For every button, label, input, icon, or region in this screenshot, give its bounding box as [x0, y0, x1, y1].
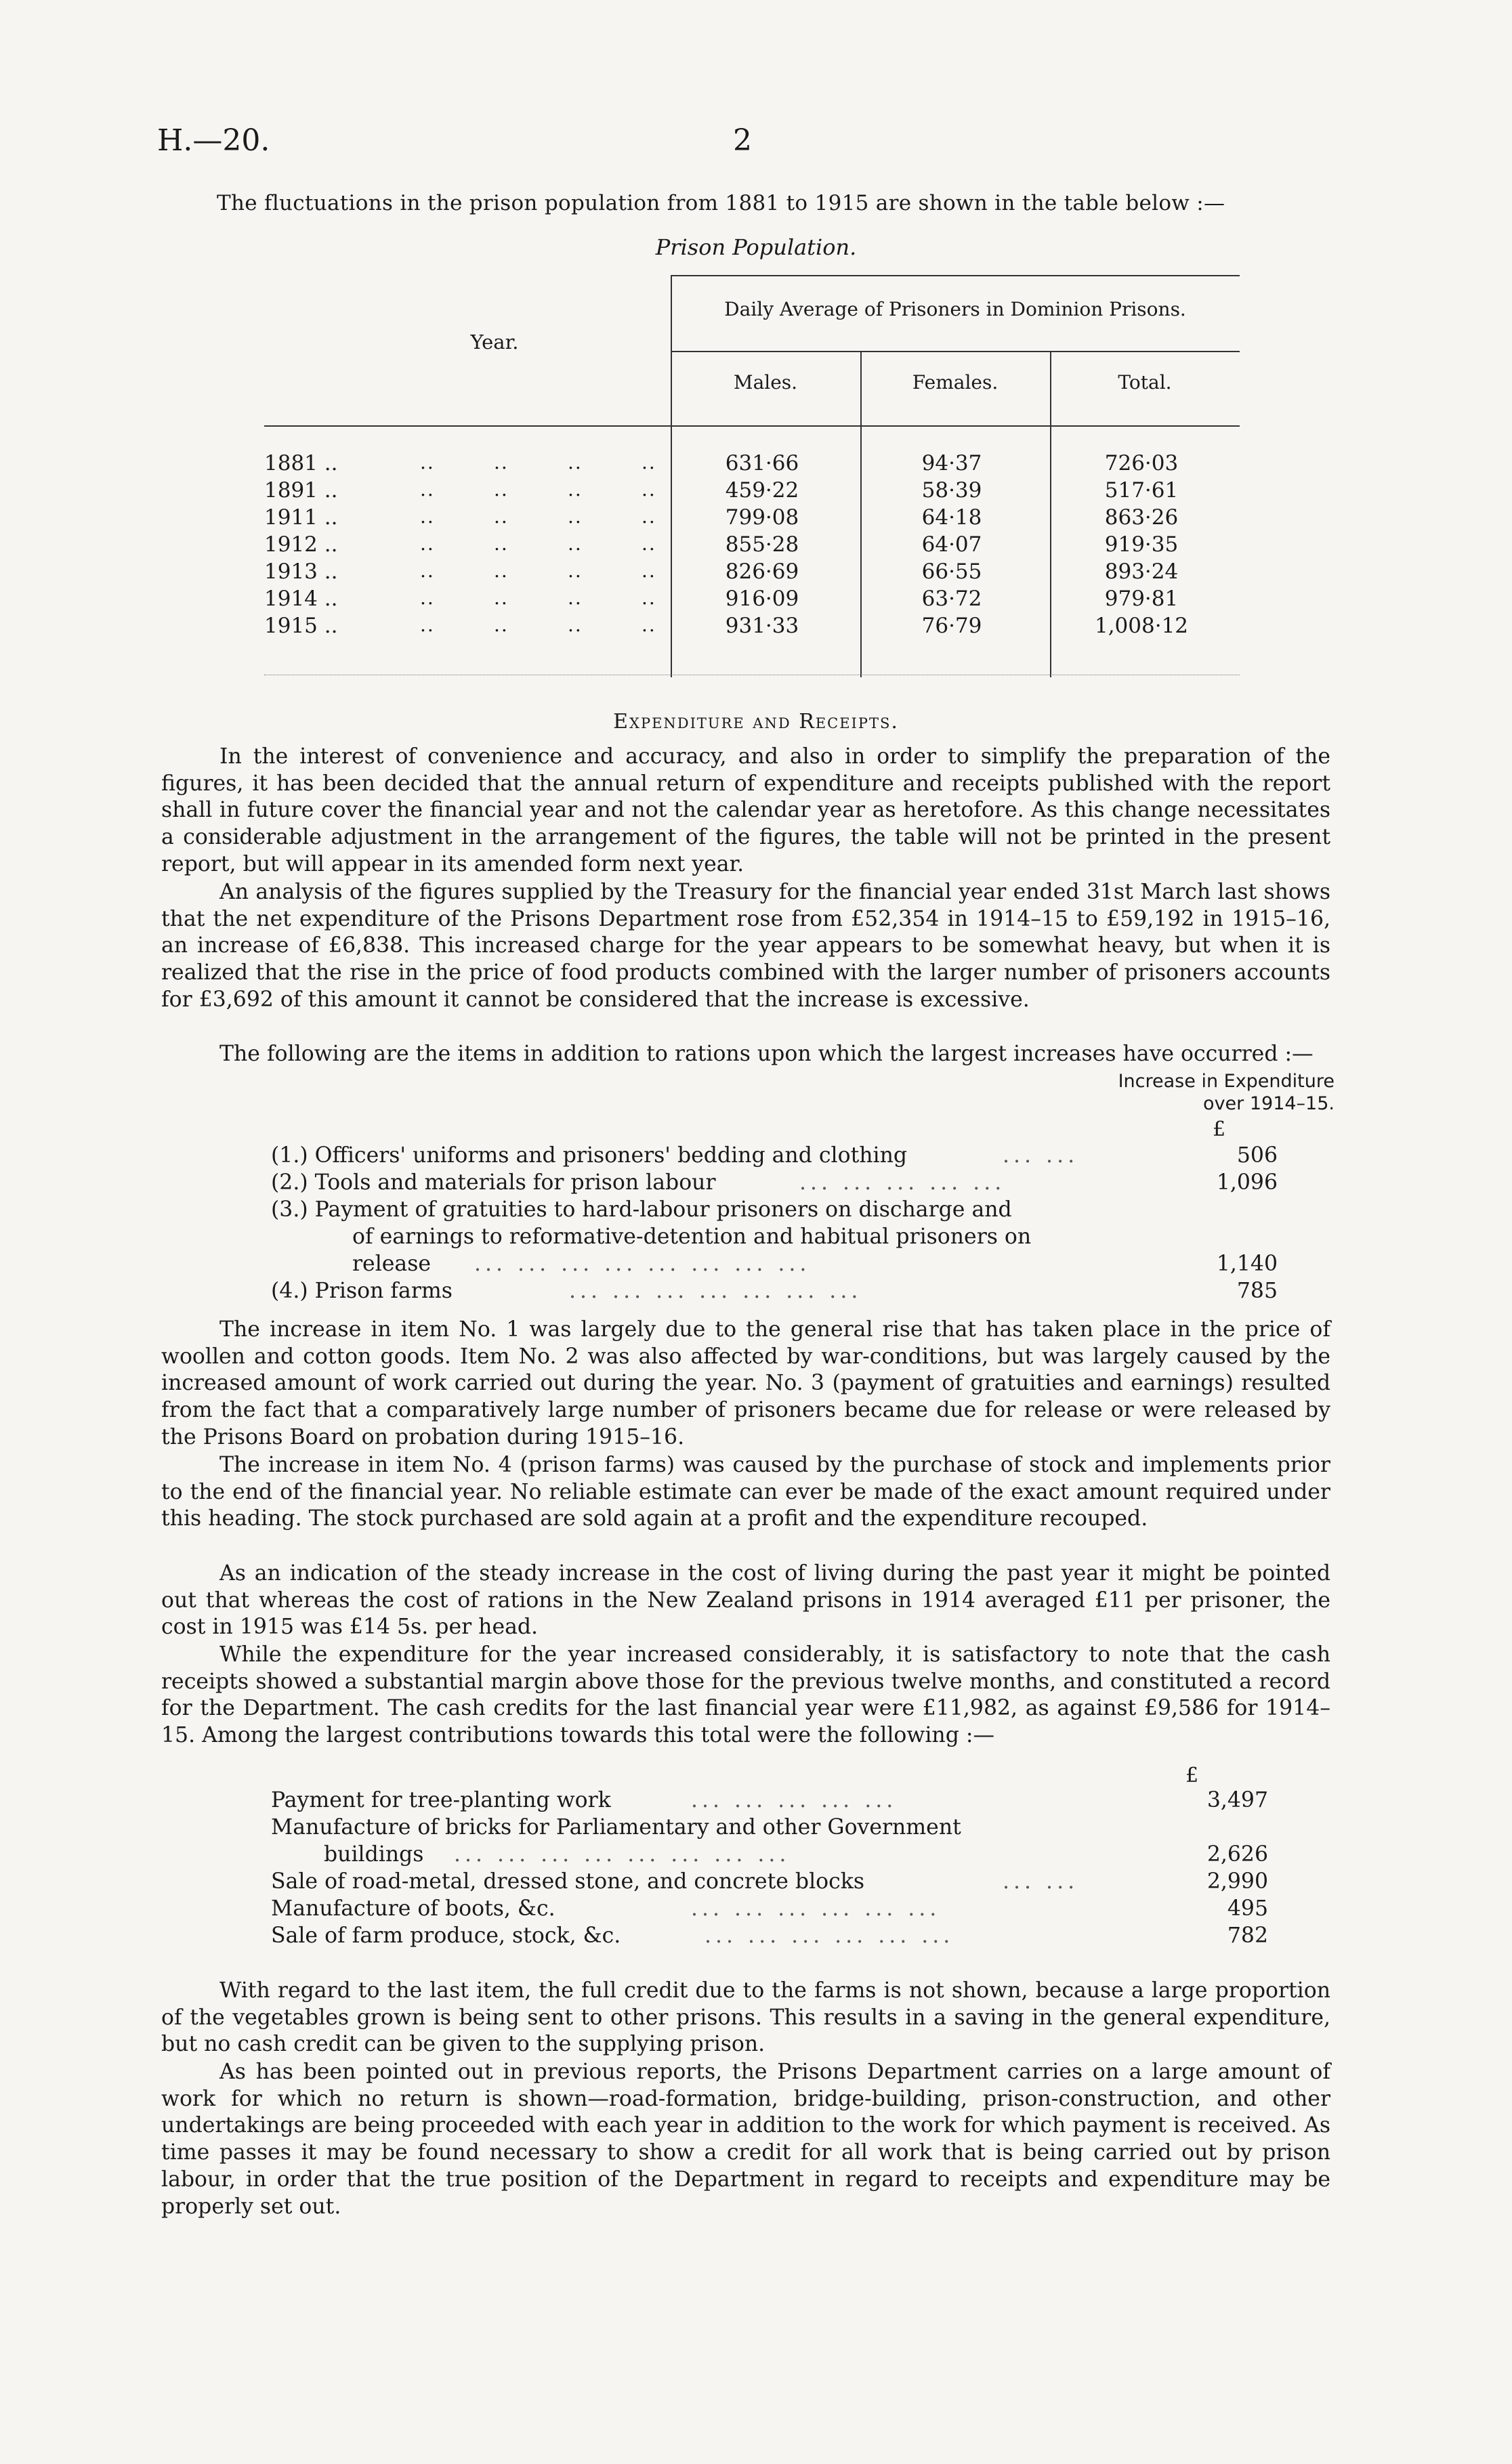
- item-amount: 1,096: [1216, 1170, 1278, 1195]
- row-males: 631·66: [725, 451, 799, 475]
- item-leader: ... ... ... ... ... ...: [691, 1896, 941, 1921]
- row-year: 1914 ..: [264, 587, 338, 611]
- increase-column-header: [1016, 1070, 1335, 1115]
- item-amount: 495: [1227, 1896, 1268, 1921]
- item-leader: ... ... ... ... ...: [799, 1170, 1006, 1195]
- paragraph-farm-credit: With regard to the last item, the full credit due to the farms is not shown, because a large proportion of the vegetables grown is being sent to other prisons. This results in a saving in the general expenditure, but no cash credit can be given to the supplying prison.: [161, 1978, 1330, 2057]
- item-label: (4.) Prison farms: [271, 1279, 453, 1303]
- row-males: 459·22: [725, 478, 799, 503]
- row-year: 1891 ..: [264, 478, 338, 503]
- column-header-males: Males.: [733, 371, 798, 394]
- item-label: Payment for tree-planting work: [271, 1788, 611, 1812]
- row-year: 1912 ..: [264, 532, 338, 557]
- report-code: H.—20.: [157, 123, 270, 158]
- item-label: Manufacture of boots, &c.: [271, 1896, 555, 1921]
- increase-header-line1: Increase in Expenditure: [1118, 1071, 1335, 1092]
- row-leader: .. .. .. ..: [420, 559, 656, 582]
- row-males: 855·28: [725, 532, 799, 557]
- item-amount: 785: [1236, 1279, 1278, 1303]
- row-leader: .. .. .. ..: [420, 587, 656, 609]
- increase-currency: £: [1213, 1118, 1226, 1141]
- item-continuation: of earnings to reformative-detention and habitual prisoners on: [352, 1225, 1032, 1249]
- section-heading: Expenditure and Receipts.: [613, 710, 899, 734]
- intro-text: The fluctuations in the prison population from 1881 to 1915 are shown in the table below :—: [217, 191, 1225, 215]
- row-males: 916·09: [725, 587, 799, 611]
- item-amount: 2,626: [1206, 1842, 1268, 1867]
- row-year: 1915 ..: [264, 614, 338, 638]
- item-leader: ... ... ... ... ... ... ... ...: [454, 1842, 791, 1867]
- table-top-rule: [671, 275, 1240, 276]
- item-leader: ... ... ... ... ... ...: [705, 1924, 954, 1948]
- row-females: 64·07: [921, 532, 982, 557]
- row-leader: .. .. .. ..: [420, 614, 656, 636]
- item-amount: 3,497: [1206, 1788, 1268, 1812]
- paragraph-items-intro: The following are the items in addition to rations upon which the largest increases have occurred :—: [219, 1042, 1314, 1066]
- row-total: 893·24: [1104, 559, 1179, 584]
- row-leader: .. .. .. ..: [420, 505, 656, 528]
- item-amount: 506: [1236, 1143, 1278, 1168]
- row-females: 64·18: [921, 505, 982, 530]
- row-year: 1911 ..: [264, 505, 338, 530]
- row-year: 1881 ..: [264, 451, 338, 475]
- header-bottom-rule: [264, 425, 1240, 427]
- item-amount: 2,990: [1206, 1869, 1268, 1894]
- row-females: 94·37: [921, 451, 982, 475]
- item-leader: ... ... ... ... ... ... ... ...: [474, 1252, 811, 1276]
- row-females: 66·55: [921, 559, 982, 584]
- increase-header-line2: over 1914–15.: [1203, 1093, 1335, 1114]
- column-header-females: Females.: [912, 371, 999, 394]
- item-leader: ... ...: [1003, 1869, 1079, 1894]
- item-label: (2.) Tools and materials for prison labour: [271, 1170, 716, 1195]
- paragraph-unrecorded-work: As has been pointed out in previous reports, the Prisons Department carries on a large amount of work for which no return is shown—road-formation, bridge-building, prison-construction, and other undertakings are being proceeded with each year in addition to the work for which payment is received. As time passes it may be found necessary to show a credit for all work that is being carried out by prison labour, in order that the true position of the Department in regard to receipts and expenditure may be properly set out.: [161, 2060, 1330, 2219]
- item-leader: ... ...: [1003, 1143, 1079, 1168]
- row-females: 76·79: [921, 614, 982, 638]
- row-total: 863·26: [1104, 505, 1179, 530]
- group-header: Daily Average of Prisoners in Dominion Prisons.: [724, 298, 1186, 320]
- row-total: 517·61: [1104, 478, 1179, 503]
- row-total: 919·35: [1104, 532, 1179, 557]
- paragraph-expenditure-analysis: An analysis of the figures supplied by the Treasury for the financial year ended 31st March last shows that the net expenditure of the Prisons Department rose from £52,354 in 1914–15 to £59,192 in 1915–16, an increase of £6,838. This increased charge for the year appears to be somewhat heavy, but when it is realized that the rise in the price of food products combined with the larger number of prisoners accounts for £3,692 of this amount it cannot be considered that the increase is excessive.: [161, 880, 1330, 1012]
- row-year: 1913 ..: [264, 559, 338, 584]
- row-leader: .. .. .. ..: [420, 451, 656, 473]
- row-females: 63·72: [921, 587, 982, 611]
- row-males: 826·69: [725, 559, 799, 584]
- row-leader: .. .. .. ..: [420, 532, 656, 555]
- row-leader: .. .. .. ..: [420, 478, 656, 501]
- year-header: Year.: [470, 331, 519, 354]
- prison-population-table: [264, 271, 1240, 684]
- row-females: 58·39: [921, 478, 982, 503]
- item-label: Sale of road-metal, dressed stone, and concrete blocks: [271, 1869, 865, 1894]
- item-amount: 1,140: [1216, 1252, 1278, 1276]
- item-label: (3.) Payment of gratuities to hard-labour prisoners on discharge and: [271, 1197, 1012, 1222]
- item-label: (1.) Officers' uniforms and prisoners' bedding and clothing: [271, 1143, 908, 1168]
- row-males: 931·33: [725, 614, 799, 638]
- item-leader: ... ... ... ... ...: [691, 1788, 898, 1812]
- column-header-total: Total.: [1118, 371, 1172, 394]
- item-label: Manufacture of bricks for Parliamentary and other Government: [271, 1815, 961, 1840]
- paragraph-cost-of-living: As an indication of the steady increase in the cost of living during the past year it might be pointed out that whereas the cost of rations in the New Zealand prisons in 1914 averaged £11 per prisoner, the cost in 1915 was £14 5s. per head.: [161, 1561, 1330, 1640]
- item-amount: 782: [1227, 1924, 1268, 1948]
- row-total: 979·81: [1104, 587, 1179, 611]
- row-total: 726·03: [1104, 451, 1179, 475]
- paragraph-cash-receipts: While the expenditure for the year increased considerably, it is satisfactory to note that the cash receipts showed a substantial margin above those for the previous twelve months, and constituted a record for the Department. The cash credits for the last financial year were £11,982, as against £9,586 for 1914–15. Among the largest contributions towards this total were the following :—: [161, 1642, 1330, 1748]
- row-males: 799·08: [725, 505, 799, 530]
- paragraph-prison-farms: The increase in item No. 4 (prison farms) was caused by the purchase of stock and implements prior to the end of the financial year. No reliable estimate can ever be made of the exact amount required under this heading. The stock purchased are sold again at a profit and the expenditure recouped.: [161, 1453, 1330, 1531]
- paragraph-item-explanations: The increase in item No. 1 was largely due to the general rise that has taken place in the price of woollen and cotton goods. Item No. 2 was also affected by war-conditions, but was largely caused by the increased amount of work carried out during the year. No. 3 (payment of gratuities and earnings) resulted from the fact that a comparatively large number of prisoners became due for release or were released by the Prisons Board on probation during 1915–16.: [161, 1317, 1330, 1449]
- item-continuation: buildings: [324, 1842, 424, 1867]
- item-label: Sale of farm produce, stock, &c.: [271, 1924, 621, 1948]
- paragraph-accounting-change: In the interest of convenience and accuracy, and also in order to simplify the preparation of the figures, it has been decided that the annual return of expenditure and receipts published with the report shall in future cover the financial year and not the calendar year as heretofore. As this change necessitates a considerable adjustment in the arrangement of the figures, the table will not be printed in the present report, but will appear in its amended form next year.: [161, 744, 1330, 876]
- table-caption: Prison Population.: [655, 234, 857, 260]
- group-header-rule: [671, 351, 1240, 352]
- item-leader: ... ... ... ... ... ... ...: [569, 1279, 862, 1303]
- receipts-currency: £: [1185, 1764, 1199, 1787]
- item-continuation: release: [352, 1252, 432, 1276]
- row-total: 1,008·12: [1094, 614, 1189, 638]
- page-number: 2: [733, 123, 752, 158]
